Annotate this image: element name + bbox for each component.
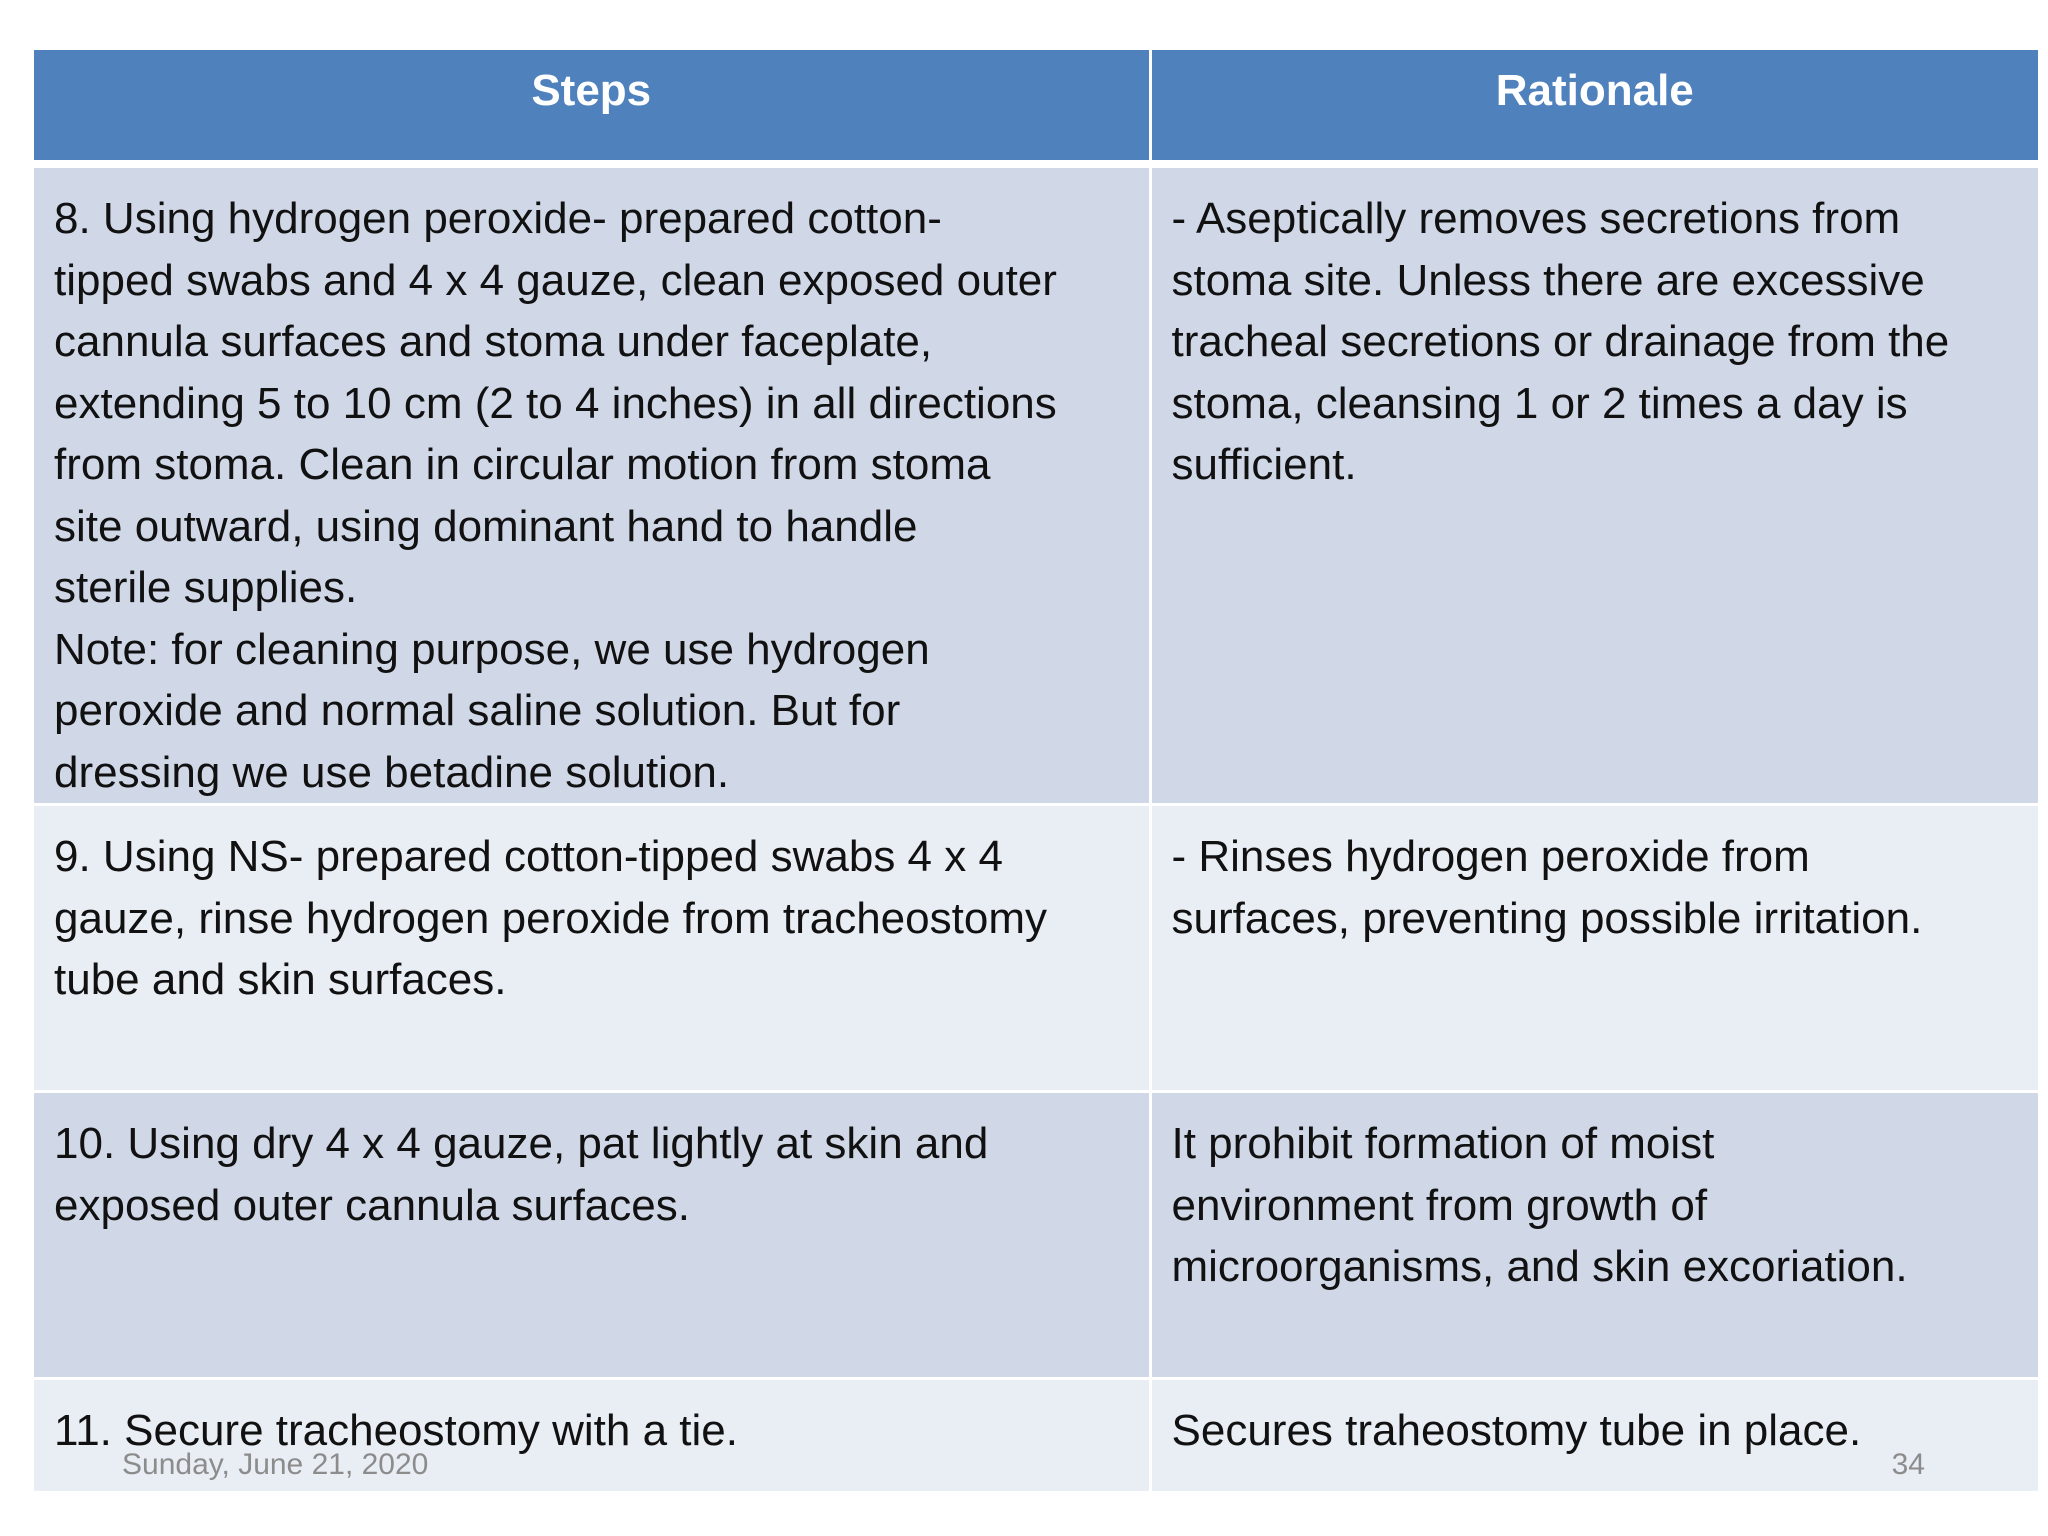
rationale-cell: - Rinses hydrogen peroxide from surfaces, preventing possible irritation. xyxy=(1150,805,2038,1092)
table-row xyxy=(34,805,2038,1092)
step-cell: 9. Using NS- prepared cotton-tipped swabs 4 x 4 gauze, rinse hydrogen peroxide from tracheostomy tube and skin surfaces. xyxy=(34,805,1150,1092)
header-rationale: Rationale xyxy=(1150,50,2038,164)
header-steps: Steps xyxy=(34,50,1150,164)
slide-number: 34 xyxy=(1891,1448,1925,1481)
rationale-cell: Secures traheostomy tube in place. xyxy=(1150,1379,2038,1493)
rationale-cell: - Aseptically removes secretions from stoma site. Unless there are excessive tracheal secretions or drainage from the stoma, cleansing 1 or 2 times a day is sufficient. xyxy=(1150,164,2038,805)
table-row xyxy=(34,164,2038,805)
step-cell: 10. Using dry 4 x 4 gauze, pat lightly at skin and exposed outer cannula surfaces. xyxy=(34,1092,1150,1379)
step-cell: 8. Using hydrogen peroxide- prepared cotton- tipped swabs and 4 x 4 gauze, clean exposed outer cannula surfaces and stoma under faceplate, extending 5 to 10 cm (2 to 4 inches) in all directions from stoma. Clean in circular motion from stoma site outward, using dominant hand to handle sterile supplies. Note: for cleaning purpose, we use hydrogen peroxide and normal saline solution. But for dressing we use betadine solution. xyxy=(34,164,1150,805)
table-header-row xyxy=(34,50,2038,164)
steps-rationale-table xyxy=(34,50,2038,1494)
rationale-cell: It prohibit formation of moist environment from growth of microorganisms, and skin excoriation. xyxy=(1150,1092,2038,1379)
step-cell: 11. Secure tracheostomy with a tie. xyxy=(34,1379,1150,1493)
footer-date: Sunday, June 21, 2020 xyxy=(122,1448,429,1481)
table-row xyxy=(34,1092,2038,1379)
